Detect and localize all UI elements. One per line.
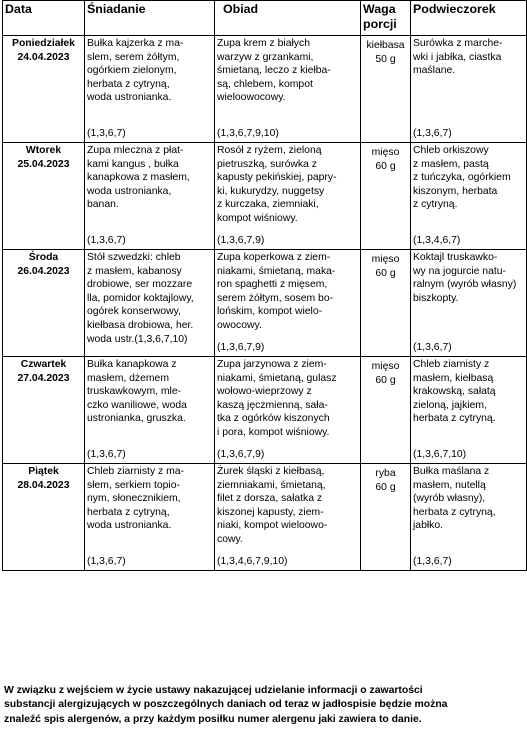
sniadanie-allergens: (1,3,6,7) [87,235,126,246]
obiad-allergens: (1,3,6,7,9) [217,235,265,246]
podwieczorek-allergens: (1,3,6,7) [413,556,452,567]
sniadanie-text: Bułka kanapkowa z masłem, dżemem truskawkowym, mle- czko waniliowe, woda ustronianka, gruszka. [87,359,187,425]
podwieczorek-allergens: (1,3,4,6,7) [413,235,461,246]
obiad-text: Żurek śląski z kiełbasą, ziemniakami, śmietaną, filet z dorsza, sałatka z kiszonej kapusty, ziem- niaki, kompot wieloowo- cowy. [217,466,328,545]
sniadanie-allergens: (1,3,6,7) [87,449,126,460]
podwieczorek-allergens: (1,3,6,7,10) [413,449,467,460]
sniadanie-cell [85,357,215,464]
podwieczorek-text: Chleb ziarnisty z masłem, kiełbasą krakowską, sałatą zieloną, jajkiem, herbata z cytryną. [413,359,496,425]
sniadanie-cell [85,36,215,143]
sniadanie-allergens [87,346,212,355]
day-name: Poniedziałek [12,38,75,49]
day-name: Piątek [28,466,59,477]
obiad-cell [215,143,361,250]
obiad-allergens: (1,3,6,7,9) [217,342,265,353]
waga-cell [361,250,411,357]
waga-cell [361,357,411,464]
day-cell [3,143,85,250]
sniadanie-text: Zupa mleczna z płat- kami kangus , bułka kanapkowa z masłem, woda ustronianka, banan. [87,145,190,211]
podwieczorek-cell [411,36,527,143]
allergen-notice: W związku z wejściem w życie ustawy nakazującej udzielanie informacji o zawartości substancji alergizujących w poszczególnych daniach od teraz w jadłospisie będzie można znaleźć spis alergenów, a przy każdym posiłku numer alergenu jaki zawiera to danie. [4,685,448,725]
waga-cell [361,143,411,250]
sniadanie-text: Bułka kajzerka z ma- slem, serem żółtym, ogórkiem zielonym, herbata z cytryną, woda ustronianka. [87,38,184,104]
obiad-cell [215,36,361,143]
day-date: 24.04.2023 [17,51,70,63]
podwieczorek-cell [411,143,527,250]
sniadanie-cell [85,250,215,357]
podwieczorek-cell [411,250,527,357]
day-date: 27.04.2023 [17,372,70,384]
day-date: 28.04.2023 [17,479,70,491]
day-name: Czwartek [20,359,67,370]
header-sniadanie: Śniadanie [85,1,215,36]
obiad-text: Rosół z ryżem, zieloną pietruszką, surówka z kapusty pekińskiej, papry- ki, kukurydzy, nuggetsy z kurczaka, ziemniaki, kompot wiśniowy. [217,145,337,224]
day-row-czwartek [3,357,527,464]
day-date: 26.04.2023 [17,265,70,277]
waga-cell [361,464,411,571]
day-row-sroda [3,250,527,357]
day-cell [3,464,85,571]
day-name: Środa [28,252,59,263]
sniadanie-cell [85,464,215,571]
podwieczorek-cell [411,357,527,464]
obiad-allergens: (1,3,6,7,9) [217,449,265,460]
menu-table [2,0,527,571]
day-row-poniedzialek [3,36,527,143]
day-row-piatek [3,464,527,571]
header-obiad: Obiad [215,1,361,36]
podwieczorek-text: Chleb orkiszowy z masłem, pastą z tuńczyka, ogórkiem kiszonym, herbata z cytryną. [413,145,511,211]
waga-cell [361,36,411,143]
waga-text: kiełbasa 50 g [366,40,405,65]
obiad-cell [215,250,361,357]
obiad-allergens: (1,3,6,7,9,10) [217,128,279,139]
waga-text: ryba 60 g [375,468,396,493]
waga-text: mięso 60 g [371,361,400,386]
waga-text: mięso 60 g [371,147,400,172]
obiad-allergens: (1,3,4,6,7,9,10) [217,556,288,567]
sniadanie-text: Chleb ziarnisty z ma- słem, serkiem topio- nym, słonecznikiem, herbata z cytryną, woda ustronianka. [87,466,185,532]
podwieczorek-text: Bułka maślana z masłem, nutellą (wyrób własny), herbata z cytryną, jabłko. [413,466,496,532]
day-row-wtorek [3,143,527,250]
sniadanie-allergens: (1,3,6,7) [87,556,126,567]
podwieczorek-text: Surówka z marche- wki i jabłka, ciastka maślane. [413,38,503,77]
waga-text: mięso 60 g [371,254,400,279]
podwieczorek-allergens: (1,3,6,7) [413,342,452,353]
header-waga: Waga porcji [361,1,411,36]
day-cell [3,250,85,357]
obiad-cell [215,357,361,464]
day-date: 25.04.2023 [17,158,70,170]
obiad-text: Zupa koperkowa z ziem- niakami, śmietaną, maka- ron spaghetti z mięsem, serem żółtym, sosem bo- lońskim, kompot wielo- owocowy. [217,252,336,331]
obiad-cell [215,464,361,571]
day-cell [3,357,85,464]
header-row [3,1,527,36]
podwieczorek-cell [411,464,527,571]
header-data: Data [3,1,85,36]
obiad-text: Zupa krem z białych warzyw z grzankami, śmietaną, leczo z kiełba- są, chlebem, kompot wieloowocowy. [217,38,331,104]
sniadanie-allergens: (1,3,6,7) [87,128,126,139]
podwieczorek-text: Koktajl truskawko- wy na jogurcie natu- ralnym (wyrób własny) biszkopty. [413,252,517,304]
header-podwieczorek: Podwieczorek [411,1,527,36]
day-name: Wtorek [25,145,62,156]
sniadanie-text: Stół szwedzki: chleb z masłem, kabanosy drobiowe, ser mozzare lla, pomidor koktajlowy, ogórek konserwowy, kiełbasa drobiowa, her. woda ustr.(1,3,6,7,10) [87,252,194,345]
obiad-text: Zupa jarzynowa z ziem- niakami, śmietaną, gulasz wołowo-wieprzowy z kaszą jęczmienną, sała- tka z ogórków kiszonych i pora, kompot wiśniowy. [217,359,337,438]
day-cell [3,36,85,143]
podwieczorek-allergens: (1,3,6,7) [413,128,452,139]
sniadanie-cell [85,143,215,250]
